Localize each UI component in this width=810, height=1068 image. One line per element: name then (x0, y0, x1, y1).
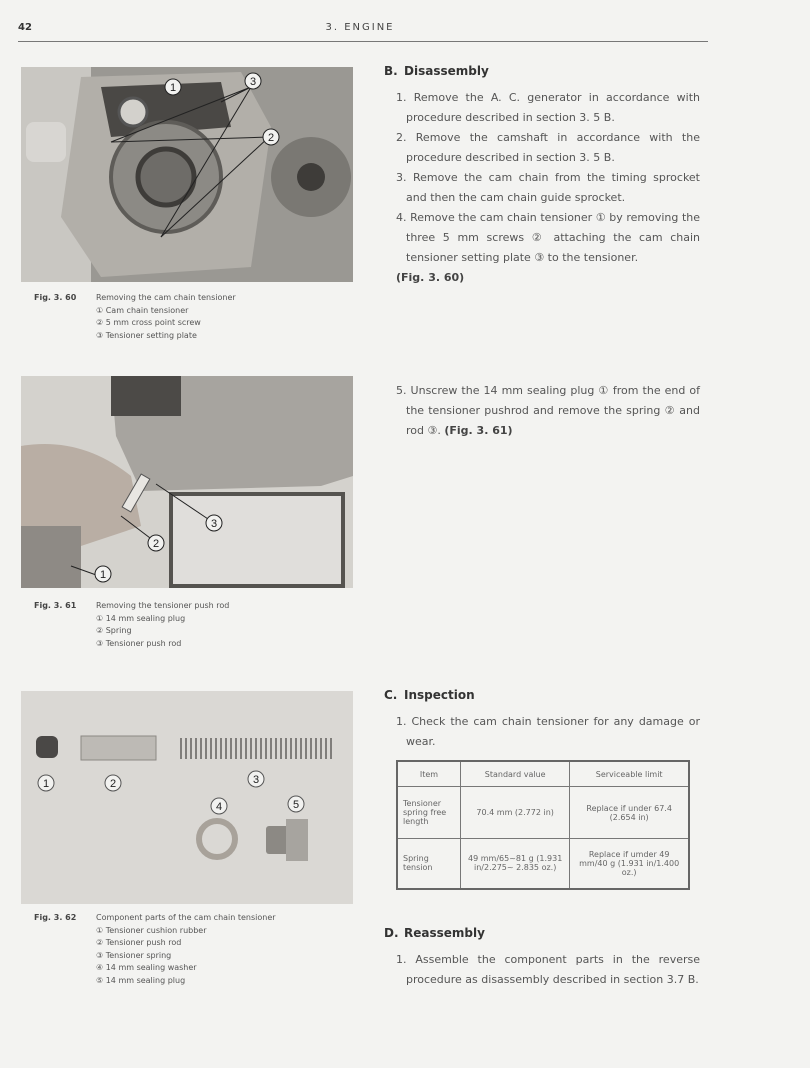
caption-item: ② Tensioner push rod (96, 938, 182, 947)
svg-text:1: 1 (42, 778, 50, 790)
callout-3-icon (248, 771, 264, 787)
figure-title: Component parts of the cam chain tensioner (96, 913, 276, 922)
svg-text:1: 1 (99, 569, 107, 581)
section-disassembly-step5 (384, 381, 700, 441)
column-header: Standard value (461, 761, 570, 787)
step: 1. Remove the A. C. generator in accordance with procedure described in section 3. 5 B. (396, 91, 700, 124)
step: 5. Unscrew the 14 mm sealing plug ① from the end of the tensioner pushrod and remove the spring ② and rod ③. (Fig. 3. 61) (396, 384, 700, 437)
caption-item: ① Tensioner cushion rubber (96, 925, 207, 935)
caption-item: ① Cam chain tensioner (96, 305, 189, 315)
caption-item: ⑤ 14 mm sealing plug (96, 975, 186, 985)
figure-reference: (Fig. 3. 60) (396, 271, 465, 284)
svg-text:3: 3 (210, 518, 218, 530)
section-heading: B. Disassembly (384, 64, 489, 78)
fig-3-60-photo (21, 67, 353, 282)
section-heading: C. Inspection (384, 688, 475, 702)
callout-2-icon (105, 775, 121, 791)
caption-item: ② 5 mm cross point screw (96, 318, 201, 327)
fig-3-62-caption (34, 912, 276, 987)
figure-label: Fig. 3. 61 (34, 601, 77, 610)
page-number: 42 (18, 22, 32, 33)
callout-5-icon (288, 796, 304, 812)
fig-3-62-photo (21, 691, 353, 904)
table-cell: 49 mm/65~81 g (1.931 in/2.275~ 2.835 oz.) (461, 839, 570, 889)
step: 1. Check the cam chain tensioner for any damage or wear. (396, 715, 700, 748)
table-row (397, 787, 689, 839)
fig-3-60-caption (34, 292, 236, 342)
figure-title: Removing the tensioner push rod (96, 601, 230, 610)
step: 4. Remove the cam chain tensioner ① by removing the three 5 mm screws ② attaching the cam chain tensioner setting plate ③ to the tensioner. (396, 211, 700, 264)
running-head: 3. ENGINE (325, 22, 395, 33)
step: 1. Assemble the component parts in the reverse procedure as disassembly described in section 3.7 B. (396, 953, 700, 986)
table-cell: Tensioner spring free length (397, 787, 461, 839)
svg-text:3: 3 (252, 774, 260, 786)
svg-text:2: 2 (109, 778, 117, 790)
table-cell: Replace if under 67.4 (2.654 in) (570, 787, 689, 839)
spec-table (396, 760, 690, 890)
callout-2-icon (148, 535, 164, 551)
column-header: Item (397, 761, 461, 787)
caption-item: ③ Tensioner push rod (96, 638, 182, 648)
step: 2. Remove the camshaft in accordance with the procedure described in section 3. 5 B. (396, 131, 700, 164)
svg-text:2: 2 (267, 132, 275, 144)
section-inspection (384, 688, 700, 890)
section-reassembly (384, 926, 700, 990)
section-disassembly (384, 64, 700, 288)
step: 3. Remove the cam chain from the timing sprocket and then the cam chain guide sprocket. (396, 171, 700, 204)
table-row (397, 839, 689, 889)
callout-3-icon (245, 73, 261, 89)
caption-item: ④ 14 mm sealing washer (96, 963, 197, 972)
callout-2-icon (263, 129, 279, 145)
header-rule (18, 41, 708, 42)
figure-label: Fig. 3. 62 (34, 913, 77, 922)
table-header-row (397, 761, 689, 787)
callout-1-icon (38, 775, 54, 791)
fig-3-61-caption (34, 600, 229, 650)
figure-title: Removing the cam chain tensioner (96, 293, 236, 302)
column-header: Serviceable limit (570, 761, 689, 787)
fig-3-61-photo (21, 376, 353, 588)
svg-text:3: 3 (249, 76, 257, 88)
svg-text:2: 2 (152, 538, 160, 550)
caption-item: ③ Tensioner setting plate (96, 330, 197, 340)
caption-item: ③ Tensioner spring (96, 950, 172, 960)
callout-1-icon (95, 566, 111, 582)
section-heading: D. Reassembly (384, 926, 485, 940)
callout-4-icon (211, 798, 227, 814)
caption-item: ② Spring (96, 626, 132, 635)
caption-item: ① 14 mm sealing plug (96, 613, 186, 623)
table-cell: Replace if umder 49 mm/40 g (1.931 in/1.400 oz.) (570, 839, 689, 889)
svg-text:5: 5 (292, 799, 300, 811)
svg-text:1: 1 (169, 82, 177, 94)
svg-text:4: 4 (215, 801, 223, 813)
figure-label: Fig. 3. 60 (34, 293, 77, 302)
callout-1-icon (165, 79, 181, 95)
figure-reference: (Fig. 3. 61) (444, 424, 513, 437)
table-cell: Spring tension (397, 839, 461, 889)
table-cell: 70.4 mm (2.772 in) (461, 787, 570, 839)
callout-3-icon (206, 515, 222, 531)
